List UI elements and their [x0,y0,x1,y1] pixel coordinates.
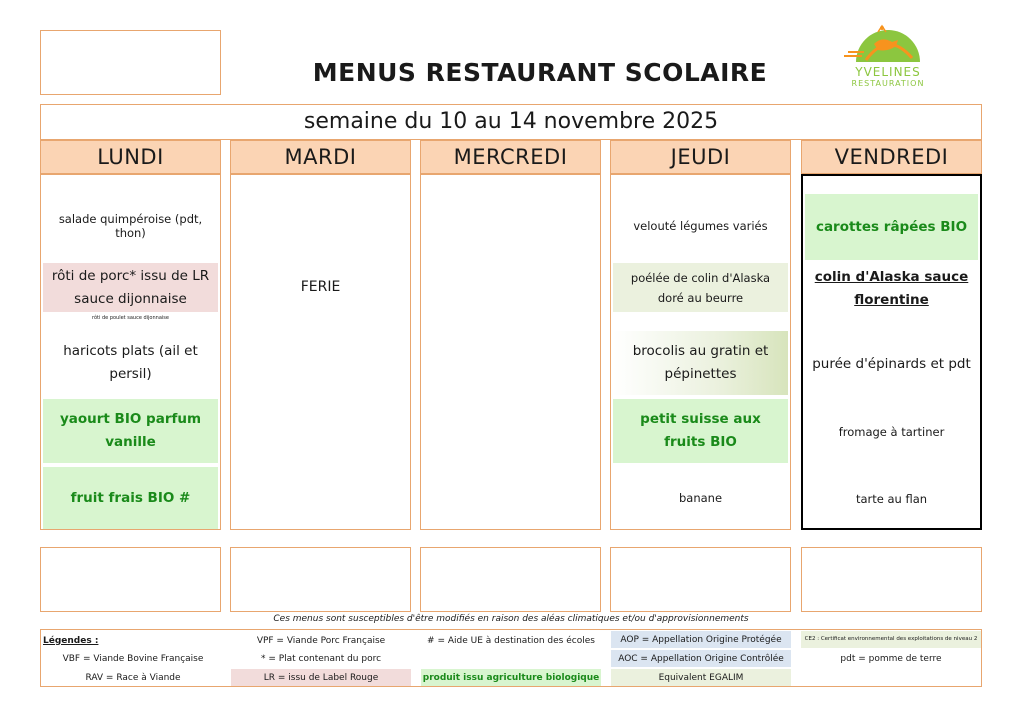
menu-item-entree: salade quimpéroise (pdt, thon) [58,212,203,240]
menu-item-plat: poélée de colin d'Alaska doré au beurre [613,263,788,312]
legend-ce2: CE2 : Certificat environnemental des exploitations de niveau 2 [801,631,981,648]
top-left-box [40,30,221,95]
menu-item-legume: purée d'épinards et pdt [812,355,971,372]
menu-item-dessert: fruit frais BIO # [43,467,218,529]
menu-item-legume: haricots plats (ail et persil) [63,343,198,382]
menu-item-plat: colin d'Alaska sauce florentine [814,268,969,308]
menu-item-entree: carottes râpées BIO [805,194,978,260]
bottom-box-mardi [230,547,411,612]
menu-item-legume: brocolis au gratin et pépinettes [613,331,788,395]
disclaimer-text: Ces menus sont susceptibles d'être modifiés en raison des aléas climatiques et/ou d'approvisionnements [273,614,749,624]
legend-porc: * = Plat contenant du porc [260,653,382,664]
menu-item-dessert: tarte au flan [855,492,928,506]
bottom-box-lundi [40,547,221,612]
holiday-label: FERIE [300,279,341,295]
day-header-vendredi: VENDREDI [801,140,982,174]
bottom-box-vendredi [801,547,982,612]
logo-text-line2: RESTAURATION [851,79,925,88]
legend-egalim: Equivalent EGALIM [611,669,791,686]
legend-aop: AOP = Appellation Origine Protégée [611,631,791,648]
menu-item-plat-alternative: rôti de poulet sauce dijonnaise [92,315,169,321]
day-header-jeudi: JEUDI [610,140,791,174]
legend-lr: LR = issu de Label Rouge [231,669,411,686]
legend-vbf: VBF = Viande Bovine Française [62,653,204,664]
logo-icon [838,22,938,67]
week-label: semaine du 10 au 14 novembre 2025 [40,104,982,140]
bottom-box-mercredi [420,547,601,612]
bottom-box-jeudi [610,547,791,612]
legend-aoc: AOC = Appellation Origine Contrôlée [611,650,791,667]
menu-item-plat: rôti de porc* issu de LR sauce dijonnaise [43,263,218,312]
menu-item-entree: velouté légumes variés [633,219,768,233]
menu-item-laitage: yaourt BIO parfum vanille [43,399,218,463]
legend-bio: produit issu agriculture biologique [421,669,601,686]
yvelines-restauration-logo [838,22,938,92]
page-title: MENUS RESTAURANT SCOLAIRE [312,58,768,87]
legend-ue: # = Aide UE à destination des écoles [427,635,595,646]
menu-item-laitage: petit suisse aux fruits BIO [613,399,788,463]
menu-item-dessert: banane [678,491,723,505]
column-vendredi [801,174,982,530]
legend-box [40,629,982,687]
logo-text-line1: YVELINES [855,65,921,79]
column-mardi [230,174,411,530]
column-jeudi [610,174,791,530]
menu-item-laitage: fromage à tartiner [838,425,945,439]
legend-rav: RAV = Race à Viande [85,672,181,683]
legend-title: Légendes : [43,635,99,646]
column-lundi [40,174,221,530]
day-header-mardi: MARDI [230,140,411,174]
column-mercredi [420,174,601,530]
legend-vpf: VPF = Viande Porc Française [256,635,386,646]
day-header-lundi: LUNDI [40,140,221,174]
legend-pdt: pdt = pomme de terre [840,653,942,664]
day-header-mercredi: MERCREDI [420,140,601,174]
